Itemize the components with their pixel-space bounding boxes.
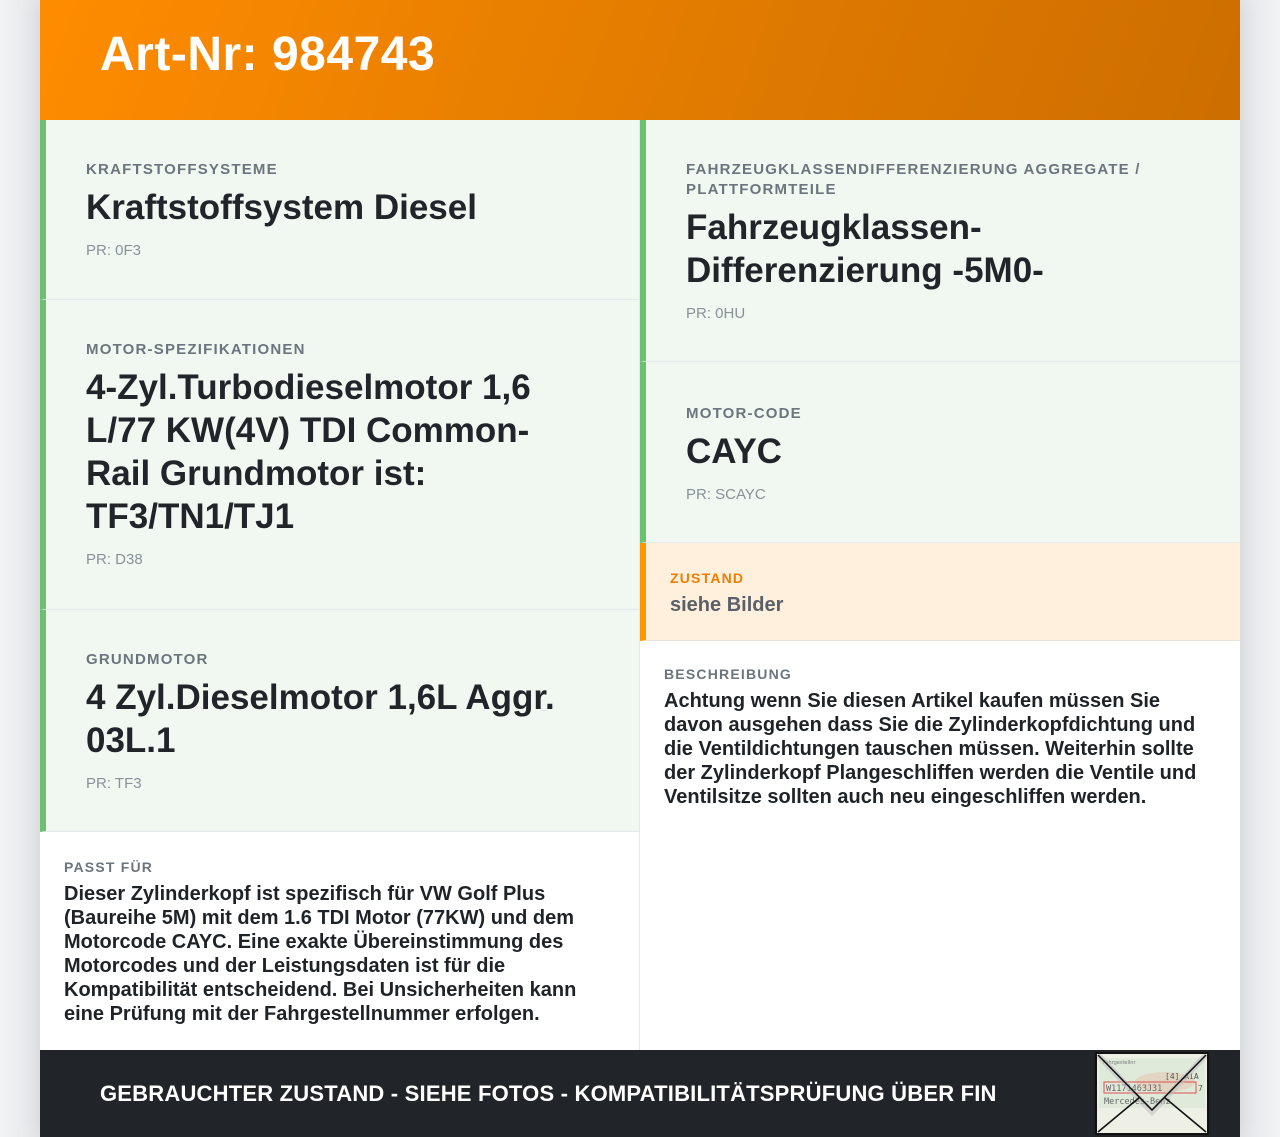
spec-card-base-engine <box>40 610 639 832</box>
svg-text:Mercedes-Benz: Mercedes-Benz <box>1104 1097 1171 1107</box>
left-column <box>40 120 640 1050</box>
spec-card-label: FAHRZEUGKLASSENDIFFERENZIERUNG AGGREGATE / PLATTFORMTEILE <box>686 161 1141 198</box>
content-columns <box>40 120 1240 1050</box>
spec-card-label: MOTOR-CODE <box>686 405 802 422</box>
spec-card-motor-specs <box>40 300 639 610</box>
spec-card-pr-code: PR: 0F3 <box>86 242 142 259</box>
fits-text: Dieser Zylinderkopf ist spezifisch für VW Golf Plus (Baureihe 5M) mit dem 1.6 TDI Motor (77KW) und dem Motorcode CAYC. Eine exakte Übereinstimmung des Motorcodes und der Leistungsdaten ist für die Kompatibilität entscheidend. Bei Unsicherheiten kann eine Prüfung mit der Fahrgestellnummer erfolgen. <box>64 883 577 1025</box>
footer-banner <box>40 1050 1240 1137</box>
svg-text:7: 7 <box>1198 1084 1203 1093</box>
condition-label: ZUSTAND <box>670 570 745 586</box>
spec-card-pr-code: PR: SCAYC <box>686 486 766 503</box>
spec-card-label: GRUNDMOTOR <box>86 651 209 668</box>
spec-card-value: 4-Zyl.Turbodieselmotor 1,6 L/77 KW(4V) TDI Common-Rail Grundmotor ist: TF3/TN1/TJ1 <box>86 368 531 536</box>
spec-card-pr-code: PR: 0HU <box>686 305 746 322</box>
right-column <box>640 120 1240 1050</box>
description-section <box>640 641 1240 1050</box>
svg-text:Fahrgestellnr: Fahrgestellnr <box>1103 1060 1136 1066</box>
spec-card-pr-code: PR: TF3 <box>86 775 142 792</box>
spec-card-pr-code: PR: D38 <box>86 551 143 568</box>
article-number-title: Art-Nr: 984743 <box>100 27 436 81</box>
condition-value: siehe Bilder <box>670 594 784 616</box>
product-sheet <box>40 0 1240 1137</box>
spec-card-motor-code <box>640 362 1240 543</box>
fits-label: PASST FÜR <box>64 859 154 875</box>
svg-text:W1171463J31: W1171463J31 <box>1106 1084 1163 1094</box>
spec-card-label: KRAFTSTOFFSYSTEME <box>86 161 278 178</box>
fits-section <box>40 832 639 1050</box>
header-banner <box>40 0 1240 120</box>
footer-text: GEBRAUCHTER ZUSTAND - SIEHE FOTOS - KOMPATIBILITÄTSPRÜFUNG ÜBER FIN <box>100 1080 997 1106</box>
spec-card-label: MOTOR-SPEZIFIKATIONEN <box>86 341 306 358</box>
spec-card-value: Kraftstoffsystem Diesel <box>86 188 477 227</box>
spec-card-value: CAYC <box>686 432 782 471</box>
envelope-icon <box>1095 1052 1209 1135</box>
description-text: Achtung wenn Sie diesen Artikel kaufen müssen Sie davon ausgehen dass Sie die Zylinderkopfdichtung und die Ventildichtungen tauschen müssen. Weiterhin sollte der Zylinderkopf Plangeschliffen werden die Ventile und Ventilsitze sollten auch neu eingeschliffen werden. <box>664 690 1197 808</box>
svg-text:[4] AiA: [4] AiA <box>1165 1072 1199 1081</box>
spec-card-value: 4 Zyl.Dieselmotor 1,6L Aggr. 03L.1 <box>86 678 555 760</box>
spec-card-vehicle-class <box>640 120 1240 362</box>
spec-card-value: Fahrzeugklassen-Differenzierung -5M0- <box>686 208 1044 290</box>
description-label: BESCHREIBUNG <box>664 666 792 682</box>
condition-card <box>640 543 1240 641</box>
spec-card-fuel-system <box>40 120 639 300</box>
vin-envelope-thumbnail[interactable] <box>1093 1050 1211 1137</box>
